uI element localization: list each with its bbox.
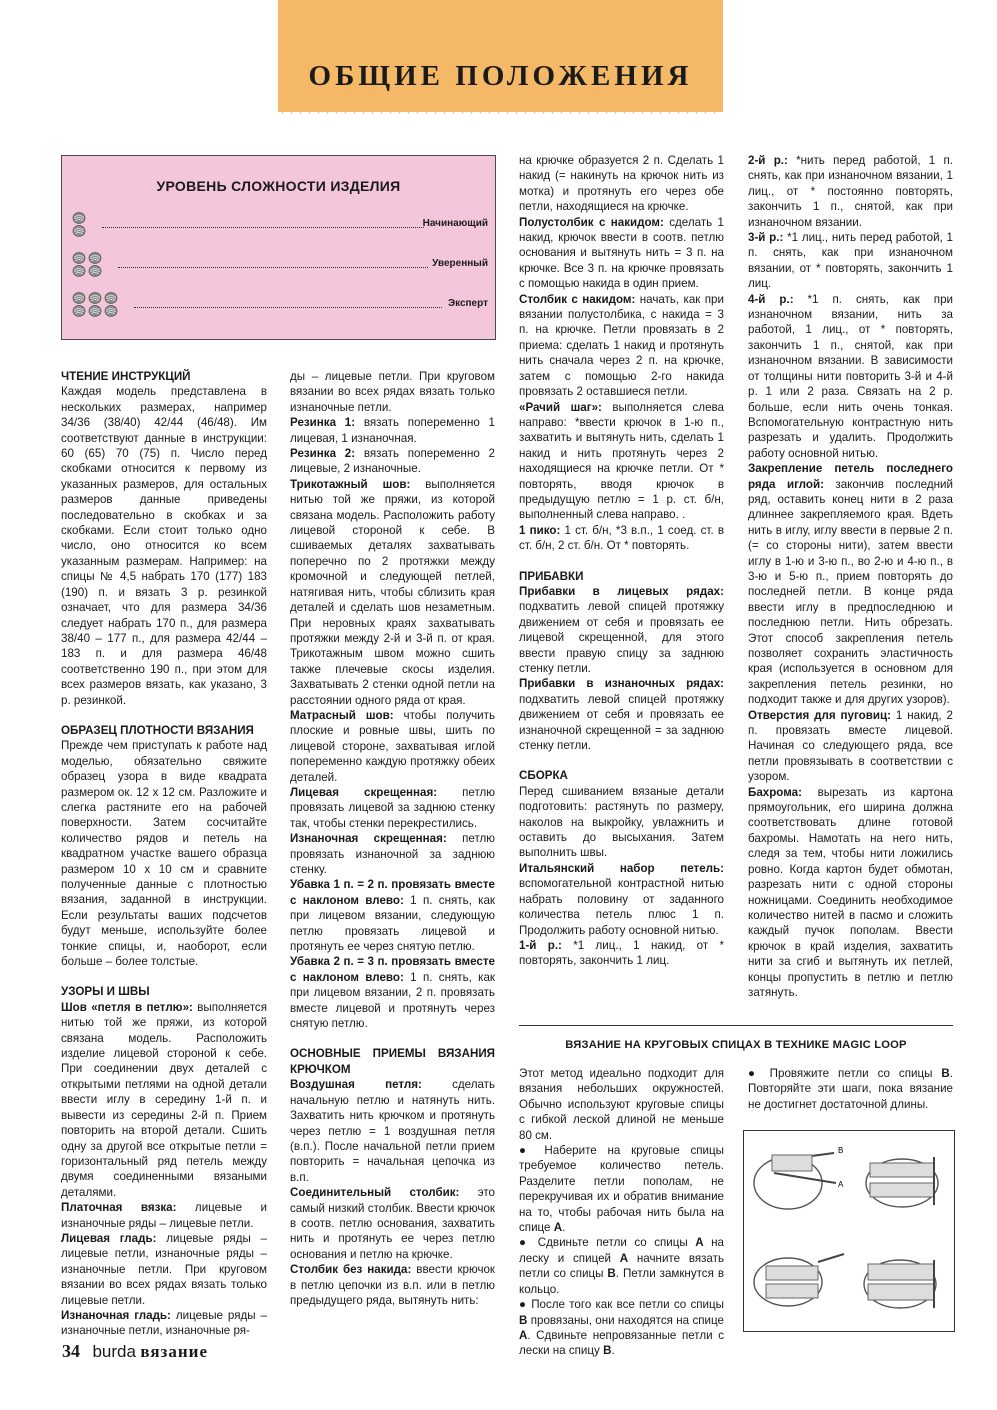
magic-loop-illustration bbox=[743, 1130, 955, 1332]
page-footer bbox=[62, 1341, 208, 1362]
paragraph bbox=[519, 292, 724, 400]
term-label: Платочная вязка: bbox=[61, 1201, 177, 1215]
skill-level-title: УРОВЕНЬ СЛОЖНОСТИ ИЗДЕЛИЯ bbox=[156, 178, 401, 194]
section-divider bbox=[519, 1025, 953, 1026]
paragraph bbox=[290, 954, 495, 1031]
paragraph-text: лицевые и изнаночные ряды – лицевые петли. bbox=[61, 1201, 268, 1230]
paragraph-text: ● Наберите на круговые спицы требуемое количество петель. Разделите петли пополам, не перекручивая их и обратив внимание на то, чтобы рабочая нить была на спице bbox=[519, 1144, 724, 1235]
paragraph bbox=[748, 708, 953, 785]
paragraph-text: *1 п. снять, как при изнаночном вязании, нить за работой, 1 лиц., от * повторять, закончить 1 п., снятой, как при изнаночном вязании. В зависимости от толщины нити повторить 3-й и 4-й р. 1 или 2 раза. Связать на 2 р. больше, если нить очень тонкая. Вспомогательную контрастную нить разрезать и удалить. Продолжить работу основной нитью. bbox=[748, 292, 953, 460]
brand-name: burda bbox=[92, 1342, 136, 1361]
paragraph-text: 1 п. снять, как при лицевом вязании, следующую петлю провязать лицевой и протянуть ее через снятую петлю. bbox=[290, 893, 496, 954]
paragraph-text: сделать начальную петлю и натянуть нить. Захватить нить крючком и протянуть через петлю = 1 воздушная петля (в.п.). После начальной петли прием повторить = начальная цепочка из в.п. bbox=[290, 1078, 495, 1184]
paragraph bbox=[519, 1143, 724, 1235]
skill-level-box bbox=[61, 155, 496, 340]
paragraph-text: Прежде чем приступать к работе над моделью, обязательно свяжите образец узора в виде квадрата размером ок. 12 х 12 см. Разложите и слегка растяните его на рабочей поверхности. Затем сосчитайте количество рядов и петель на квадратном участке вашего образца размером 10 х 10 см и сравните полученные данные с плотностью вязания, заданной в инструкции. Если результаты ваших подсчетов будут меньше, используйте более тонкие спицы, и, наоборот, если больше – более толстые. bbox=[61, 739, 267, 969]
paragraph bbox=[61, 1000, 267, 1200]
section-heading: УЗОРЫ И ШВЫ bbox=[61, 985, 150, 999]
term-label: Полустолбик с накидом: bbox=[519, 215, 664, 229]
term-label: Резинка 2: bbox=[290, 447, 356, 461]
paragraph bbox=[290, 477, 495, 708]
magic-loop-title: ВЯЗАНИЕ НА КРУГОВЫХ СПИЦАХ В ТЕХНИКЕ MAGIC LOOP bbox=[565, 1039, 907, 1051]
term-label: Изнаночная гладь: bbox=[61, 1308, 171, 1322]
section-heading: СБОРКА bbox=[519, 769, 568, 783]
term-label: Убавка 1 п. = 2 п. провязать вместе с наклоном влево: bbox=[290, 878, 495, 907]
paragraph-text: выполняется нитью той же пряжи, из которой связана модель. Расположить работу лицевой стороной к себе. В сшиваемых деталях захватывать поперечно по 2 протяжки между кромочной и следующей петлей, натягивая нить, чтобы сблизить края деталей и сделать шов незаметным. При неровных краях захватывать протяжки между 2-й и 3-й п. от края. Трикотажным швом можно сшить также плечевые скосы изделия. Захватывать 2 стенки одной петли на расстоянии одного ряда от края. bbox=[290, 477, 496, 707]
paragraph bbox=[290, 831, 495, 877]
paragraph bbox=[519, 861, 724, 938]
term-label: Бахрома: bbox=[748, 785, 802, 799]
yarn-ball-icons bbox=[72, 212, 86, 240]
paragraph-text: *нить перед работой, 1 п. снять, как при изнаночном вязании, 1 лиц., от * постоянно повторять, закончить 1 п., снятой, как при изнаночном вязании. bbox=[748, 154, 953, 229]
paragraph bbox=[748, 1066, 953, 1112]
yarn-ball-icons bbox=[72, 292, 118, 320]
skill-row-expert bbox=[72, 292, 488, 320]
paragraph bbox=[519, 523, 724, 554]
term-label: Итальянский набор петель: bbox=[519, 861, 724, 875]
page-title: ОБЩИЕ ПОЛОЖЕНИЯ bbox=[308, 60, 693, 92]
paragraph bbox=[519, 1297, 724, 1359]
magic-loop-step-4-figure bbox=[850, 1232, 955, 1332]
needle-a-label: А bbox=[838, 1180, 844, 1189]
term-label: В bbox=[607, 1267, 616, 1281]
paragraph-text: . Повторяйте эти шаги, пока вязание не достигнет достаточной длины. bbox=[748, 1067, 953, 1111]
term-label: Матрасный шов: bbox=[290, 708, 394, 722]
term-label: «Рачий шаг»: bbox=[519, 400, 602, 414]
paragraph bbox=[519, 584, 724, 676]
term-label: А bbox=[619, 1251, 629, 1265]
yarn-ball-icons bbox=[72, 252, 102, 280]
header-banner bbox=[278, 0, 723, 112]
term-label: Воздушная петля: bbox=[290, 1078, 422, 1092]
yarn-ball-icon bbox=[88, 292, 102, 318]
term-label: Соединительный столбик: bbox=[290, 1186, 460, 1200]
paragraph-text: вязать попеременно 2 лицевые, 2 изнаночные. bbox=[290, 447, 495, 476]
needle-b-label: В bbox=[838, 1146, 844, 1155]
paragraph-text: Этот метод идеально подходит для вязания небольших окружностей. Обычно используют круговые спицы с гибкой леской длиной не меньше 80 см. bbox=[519, 1067, 724, 1142]
paragraph-text: подхватить левой спицей протяжку движением от себя и провязать ее изнаночной скрещенной = за заднюю стенку петли. bbox=[519, 692, 724, 753]
term-label: 1-й р.: bbox=[519, 938, 562, 952]
paragraph bbox=[61, 1308, 267, 1339]
skill-label-beginner: Начинающий bbox=[422, 218, 488, 229]
term-label: А bbox=[519, 1328, 528, 1342]
paragraph-text: на крючке образуется 2 п. Сделать 1 накид (= накинуть на крючок нить из мотка) и протянуть его через обе петли, находящиеся на крючке. bbox=[519, 154, 724, 214]
paragraph-text: . Петли замкнутся в кольцо. bbox=[519, 1267, 725, 1296]
paragraph-text: *1 лиц., 1 накид, от * повторять, закончить 1 лиц. bbox=[519, 938, 724, 968]
paragraph-text: вязать попеременно 1 лицевая, 1 изнаночная. bbox=[290, 416, 495, 445]
term-label: Шов «петля в петлю»: bbox=[61, 1000, 193, 1014]
term-label: Прибавки в изнаночных рядах: bbox=[519, 677, 724, 691]
skill-label-confident: Уверенный bbox=[432, 258, 488, 269]
paragraph bbox=[519, 153, 724, 215]
paragraph-text: . bbox=[562, 1221, 566, 1235]
paragraph bbox=[519, 215, 724, 292]
paragraph-text: Каждая модель представлена в нескольких размерах, например 34/36 (38/40) 42/44 (46/48). Им соответствуют данные в инструкции: 60 (65) 70 (75) п. Число перед скобками относится к первому из указанных размеров, для остальных размеров данные приведены последовательно в скобках и за скобками. Если стоит только одно число, оно относится ко всем указанным размерам. Например: на спицы № 4,5 набрать 170 (177) 183 (190) п. и вязать 3 р. резинкой означает, что для размера 34/36 следует набрать 170 п., для размера 38/40 – 177 п., для размера 42/44 – 183 п. и для размера 46/48 соответственно 190 п., при этом для всех размеров вязать, как указано, 3 р. резинкой. bbox=[61, 385, 267, 707]
paragraph-text: выполняется нитью той же пряжи, из которой связана модель. Расположить изделие лицевой стороной к себе. При соединении двух деталей с открытыми петлями на одной детали ввести иглу в середину 1-й п. и вывести из середины 2-й п. Прием повторить на второй детали. Сшить одну за другой все открытые петли = горизонтальный ряд петель между двумя соединенными вязаными деталями. bbox=[61, 1000, 268, 1199]
paragraph bbox=[61, 384, 267, 708]
paragraph-text: вспомогательной контрастной нитью набрать половину от заданного количества петель плюс 1 п. Продолжить работу основной нитью. bbox=[519, 877, 724, 937]
paragraph-text: 1 п. снять, как при лицевом вязании, 2 п. провязать вместе лицевой и протянуть через снятую петлю. bbox=[290, 970, 496, 1031]
magic-loop-text-left bbox=[519, 1066, 724, 1359]
paragraph bbox=[290, 446, 495, 477]
paragraph bbox=[290, 1185, 495, 1262]
paragraph-text: подхватить левой спицей протяжку движением от себя и провязать ее лицевой скрещенной, для этого ввести правую спицу за заднюю стенку петли. bbox=[519, 600, 724, 675]
dotted-leader bbox=[118, 267, 428, 268]
paragraph-text: Перед сшиванием вязаные детали подготовить: растянуть по размеру, наколов на выкройку, увлажнить и оставить до высыхания. Затем выполнить швы. bbox=[519, 784, 724, 860]
term-label: Столбик без накида: bbox=[290, 1263, 412, 1277]
paragraph bbox=[519, 1066, 724, 1143]
paragraph-text: ● Провяжите петли со спицы bbox=[748, 1067, 942, 1080]
magic-loop-step-3-figure bbox=[744, 1232, 849, 1332]
text-column-3 bbox=[519, 153, 724, 969]
paragraph-gap bbox=[519, 554, 724, 569]
term-label: Лицевая скрещенная: bbox=[290, 785, 438, 799]
paragraph bbox=[290, 785, 495, 831]
paragraph-text: ввести крючок в петлю цепочки из в.п. или в петлю предыдущего ряда, вытянуть нить: bbox=[290, 1263, 496, 1307]
paragraph bbox=[519, 938, 724, 969]
paragraph-text: начните вязать петли со спицы bbox=[519, 1251, 724, 1281]
section-heading: ЧТЕНИЕ ИНСТРУКЦИЙ bbox=[61, 370, 191, 383]
term-label: 1 пико: bbox=[519, 523, 561, 537]
paragraph bbox=[290, 369, 495, 415]
skill-label-expert: Эксперт bbox=[447, 298, 488, 309]
term-label: В bbox=[519, 1313, 528, 1327]
paragraph-text: лицевые ряды – лицевые петли, изнаночные ряды – изнаночные петли. При круговом вязании во всех рядах вязать только лицевые петли. bbox=[61, 1231, 267, 1307]
paragraph-text: закончив последний ряд, оставить конец нити в 2 раза длиннее закрепляемого края. Вдеть нить в иглу, иглу ввести в первые 2 п. (= со стороны нити), затем ввести иглу в 1-ю и 3-ю п., во 2-ю и 4-ю п., в 3-ю и 5-ю п., прием повторять до последней петли. В конце ряда ввести иглу в предпоследнюю и последнюю петли. Нить обрезать. Этот способ закрепления петель позволяет сохранить эластичность края (используется в основном для закрепления петель резинки, но подходит также и для других узоров). bbox=[748, 477, 953, 707]
paragraph-text: чтобы получить плоские и ровные швы, шить по лицевой стороне, захватывая иглой попеременно каждую протяжку обеих деталей. bbox=[290, 708, 496, 784]
paragraph-text: ● Сдвиньте петли со спицы bbox=[519, 1236, 696, 1250]
magic-loop-step-2-figure bbox=[850, 1131, 955, 1231]
term-label: Столбик с накидом: bbox=[519, 292, 636, 306]
paragraph-text: начать, как при вязании полустолбика, с накида = 3 п. на крючке. Петли провязать в 2 приема: сделать 1 накид и протянуть нить сначала через 2 п. на крючке, затем с помощью 2-го накида провязать 2 оставшиеся петли. bbox=[519, 292, 724, 399]
section-heading: ОБРАЗЕЦ ПЛОТНОСТИ ВЯЗАНИЯ bbox=[61, 723, 254, 737]
yarn-ball-icon bbox=[72, 292, 86, 318]
paragraph bbox=[748, 785, 953, 1001]
paragraph-text: . bbox=[611, 1344, 615, 1358]
paragraph-text: вырезать из картона прямоугольник, его ширина должна соответствовать длине готовой бахромы. Намотать на него нить, следя за тем, чтобы нити ложились ровно. Когда картон будет обмотан, разрезать нити с одной стороны ножницами. Соединить необходимое количество нитей в пасмо и сложить каждый пучок пополам. Ввести крючок в край изделия, захватить нити за сгиб и вытянуть их петлей, концы пропустить в петлю и петлю затянуть. bbox=[748, 785, 953, 999]
paragraph bbox=[290, 877, 495, 954]
dotted-leader bbox=[102, 227, 424, 228]
term-label: Изнаночная скрещенная: bbox=[290, 832, 447, 846]
paragraph bbox=[61, 1200, 267, 1231]
paragraph bbox=[748, 230, 953, 292]
term-label: Убавка 2 п. = 3 п. провязать вместе с наклоном влево: bbox=[290, 955, 495, 984]
paragraph-gap bbox=[61, 708, 267, 723]
paragraph-gap bbox=[61, 969, 267, 984]
section-heading: ОСНОВНЫЕ ПРИЕМЫ ВЯЗАНИЯ КРЮЧКОМ bbox=[290, 1047, 495, 1076]
paragraph bbox=[290, 708, 495, 785]
paragraph bbox=[290, 1262, 495, 1308]
paragraph bbox=[290, 415, 495, 446]
paragraph bbox=[519, 400, 724, 523]
dotted-leader bbox=[134, 307, 442, 308]
paragraph bbox=[61, 1231, 267, 1308]
skill-row-beginner bbox=[72, 212, 488, 240]
paragraph-text: 1 накид, 2 п. провязать вместе лицевой. Начиная со следующего ряда, все петли провязывать в соответствии с узором. bbox=[748, 708, 953, 784]
text-column-4 bbox=[748, 153, 953, 1000]
term-label: 2-й р.: bbox=[748, 154, 788, 167]
paragraph bbox=[61, 738, 267, 969]
paragraph-text: выполняется слева направо: *ввести крючок в 1-ю п., захватить и вытянуть нить, сделать 1 накид и нить протянуть через 2 находящиеся на крючке петли. От * повторять, вводя крючок в предыдущую петлю = 1 р. ст. б/н, выполненный слева направо. . bbox=[519, 400, 724, 522]
term-label: 4-й р.: bbox=[748, 292, 794, 306]
magic-loop-step-1-figure bbox=[744, 1131, 849, 1231]
term-label: А bbox=[553, 1221, 563, 1235]
paragraph-text: лицевые ряды – изнаночные петли, изнаночные ря- bbox=[61, 1308, 267, 1338]
paragraph-text: 1 ст. б/н, *3 в.п., 1 соед. ст. в ст. б/н, 2 ст. б/н. От * повторять. bbox=[519, 523, 724, 553]
paragraph-text: сделать 1 накид, крючок ввести в соотв. петлю основания и вытянуть нить = 3 п. на крючке. Все 3 п. на крючке провязать с помощью накида в один прием. bbox=[519, 215, 725, 291]
term-label: Отверстия для пуговиц: bbox=[748, 708, 891, 722]
paragraph-text: петлю провязать лицевой за заднюю стенку так, чтобы стенки перекрестились. bbox=[290, 785, 495, 830]
paragraph-text: *1 лиц., нить перед работой, 1 п. снять, как при изнаночном вязании, от * повторять, закончить 1 лиц. bbox=[748, 231, 953, 291]
magazine-name: вязание bbox=[140, 1342, 209, 1361]
magic-loop-text-right bbox=[748, 1066, 953, 1112]
paragraph-text: . Сдвиньте непровязанные петли с лески на спицу bbox=[519, 1328, 724, 1358]
term-label: Трикотажный шов: bbox=[290, 477, 411, 491]
paragraph-text: это самый низкий столбик. Ввести крючок в соотв. петлю основания, захватить нить и протянуть ее через петлю основания и петлю на крючке. bbox=[290, 1186, 495, 1261]
paragraph-text: ды – лицевые петли. При круговом вязании во всех рядах вязать только изнаночные петли. bbox=[290, 370, 495, 414]
term-label: Закрепление петель последнего ряда иглой: bbox=[748, 462, 953, 491]
paragraph-text: на леску и спицей bbox=[519, 1236, 724, 1265]
yarn-ball-icon bbox=[72, 212, 86, 238]
term-label: В bbox=[941, 1067, 950, 1080]
term-label: Лицевая гладь: bbox=[61, 1231, 157, 1245]
page-number: 34 bbox=[62, 1341, 80, 1361]
paragraph-text: ● После того как все петли со спицы bbox=[519, 1298, 724, 1312]
term-label: 3-й р.: bbox=[748, 231, 784, 245]
paragraph-gap bbox=[519, 753, 724, 768]
paragraph bbox=[519, 1235, 724, 1297]
paragraph bbox=[290, 1077, 495, 1185]
yarn-ball-icon bbox=[104, 292, 118, 318]
skill-row-confident bbox=[72, 252, 488, 280]
term-label: Прибавки в лицевых рядах: bbox=[519, 584, 724, 598]
banner-zigzag-edge bbox=[278, 104, 723, 116]
paragraph-gap bbox=[290, 1031, 495, 1046]
paragraph-text: петлю провязать изнаночной за заднюю стенку. bbox=[290, 832, 495, 876]
paragraph-text: провязаны, они находятся на спице bbox=[527, 1313, 724, 1327]
yarn-ball-icon bbox=[72, 252, 86, 278]
term-label: А bbox=[695, 1236, 704, 1250]
paragraph bbox=[748, 292, 953, 461]
text-column-1 bbox=[61, 369, 267, 1339]
term-label: Резинка 1: bbox=[290, 416, 356, 430]
term-label: В bbox=[603, 1344, 612, 1358]
section-heading: ПРИБАВКИ bbox=[519, 569, 584, 583]
paragraph bbox=[748, 153, 953, 230]
text-column-2 bbox=[290, 369, 495, 1308]
paragraph bbox=[519, 784, 724, 861]
paragraph bbox=[748, 461, 953, 708]
paragraph bbox=[519, 676, 724, 753]
yarn-ball-icon bbox=[88, 252, 102, 278]
